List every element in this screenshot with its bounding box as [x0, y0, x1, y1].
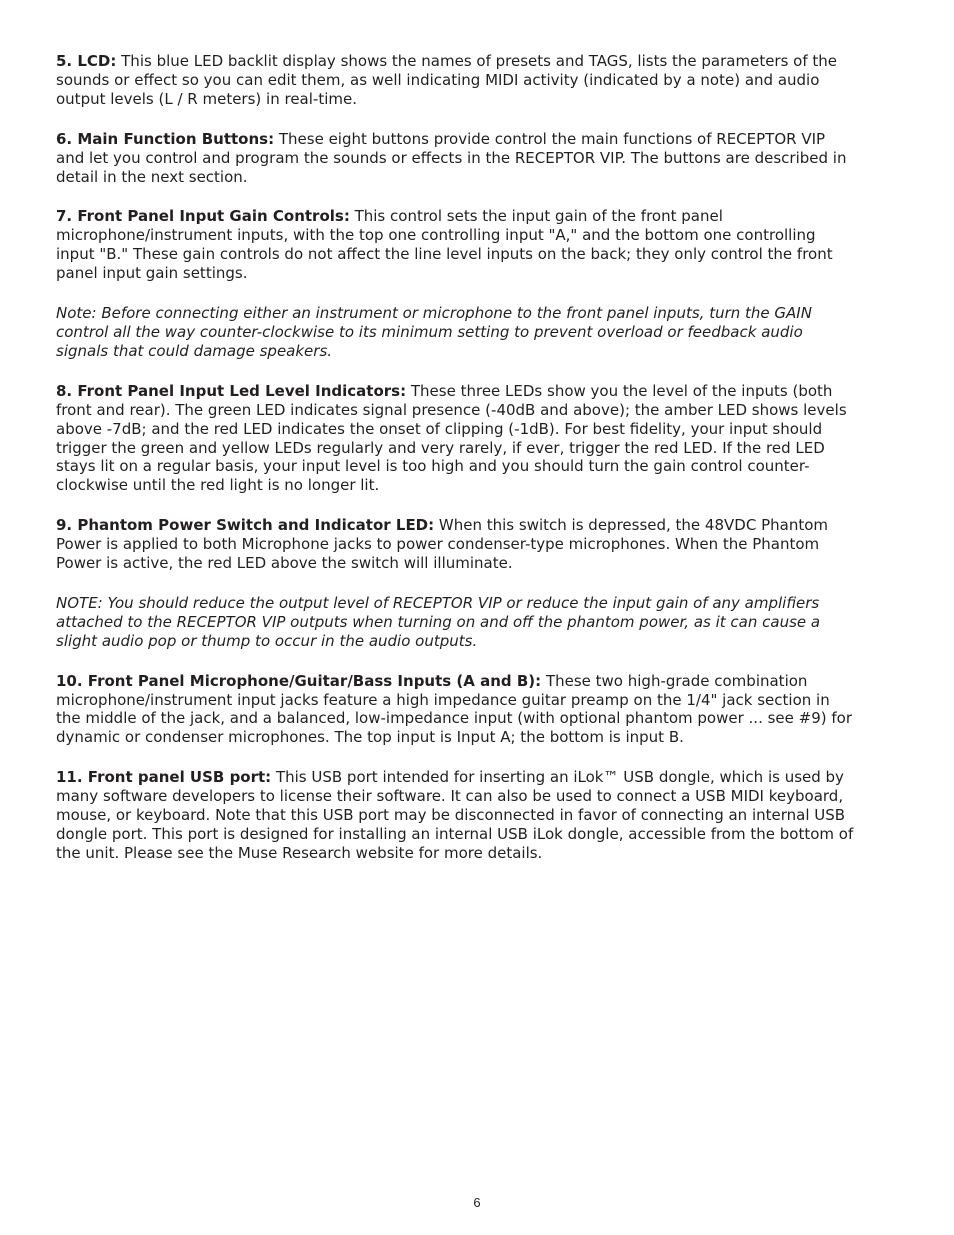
section-front-panel-inputs-text: These two high-grade combination microphone/instrument input jacks feature a high impedance guitar preamp on the 1/4" jack section in the middle of the jack, and a balanced, low-impedance input (with optional phantom power ... see #9) for dynamic or condenser microphones. The top input is Input A; the bottom is input B. [56, 671, 853, 747]
section-front-panel-inputs [56, 672, 856, 748]
section-level-indicators-text: These three LEDs show you the level of the inputs (both front and rear). The green LED indicates signal presence (-40dB and above); the amber LED shows levels above -7dB; and the red LED indicates the onset of clipping (-1dB). For best fidelity, your input should trigger the green and yellow LEDs regularly and very rarely, if ever, trigger the red LED. If the red LED stays lit on a regular basis, your input level is too high and you should turn the gain control counter-clockwise until the red light is no longer lit. [56, 381, 847, 495]
section-phantom-power [56, 516, 856, 573]
section-level-indicators [56, 382, 856, 495]
section-input-gain-controls [56, 207, 856, 283]
section-phantom-power-text: When this switch is depressed, the 48VDC Phantom Power is applied to both Microphone jacks to power condenser-type microphones. When the Phantom Power is active, the red LED above the switch will illuminate. [56, 516, 828, 573]
section-usb-port-heading: 11. Front panel USB port: [56, 768, 272, 787]
section-usb-port [56, 768, 856, 863]
document-body [56, 52, 856, 884]
section-input-gain-controls-heading: 7. Front Panel Input Gain Controls: [56, 207, 350, 226]
section-usb-port-text: This USB port intended for inserting an iLok™ USB dongle, which is used by many software developers to license their software. It can also be used to connect a USB MIDI keyboard, mouse, or keyboard. Note that this USB port may be disconnected in favor of connecting an internal USB dongle port. This port is designed for installing an internal USB iLok dongle, accessible from the bottom of the unit. Please see the Muse Research website for more details. [56, 768, 854, 862]
section-lcd-heading: 5. LCD: [56, 52, 117, 70]
section-main-function-buttons-text: These eight buttons provide control the main functions of RECEPTOR VIP and let you control and program the sounds or effects in the RECEPTOR VIP. The buttons are described in detail in the next section. [56, 129, 847, 186]
section-phantom-power-heading: 9. Phantom Power Switch and Indicator LED: [56, 516, 435, 535]
section-front-panel-inputs-heading: 10. Front Panel Microphone/Guitar/Bass Inputs (A and B): [56, 671, 542, 690]
page-number: 6 [473, 1195, 481, 1210]
section-lcd-text: This blue LED backlit display shows the names of presets and TAGS, lists the parameters of the sounds or effect so you can edit them, as well indicating MIDI activity (indicated by a note) and audio output levels (L / R meters) in real-time. [56, 52, 838, 108]
section-main-function-buttons-heading: 6. Main Function Buttons: [56, 129, 275, 148]
section-input-gain-controls-text: This control sets the input gain of the front panel microphone/instrument inputs, with the top one controlling input "A," and the bottom one controlling input "B." These gain controls do not affect the line level inputs on the back; they only control the front panel input gain settings. [56, 207, 833, 283]
note-gain-before-connecting: Note: Before connecting either an instrument or microphone to the front panel inputs, turn the GAIN control all the way counter-clockwise to its minimum setting to prevent overload or feedback audio signals that could damage speakers. [56, 304, 812, 360]
note-phantom-power: NOTE: You should reduce the output level of RECEPTOR VIP or reduce the input gain of any amplifiers attached to the RECEPTOR VIP outputs when turning on and off the phantom power, as it can cause a slight audio pop or thump to occur in the audio outputs. [56, 593, 821, 650]
section-lcd [56, 52, 856, 109]
section-main-function-buttons [56, 130, 856, 187]
section-level-indicators-heading: 8. Front Panel Input Led Level Indicators: [56, 381, 407, 400]
